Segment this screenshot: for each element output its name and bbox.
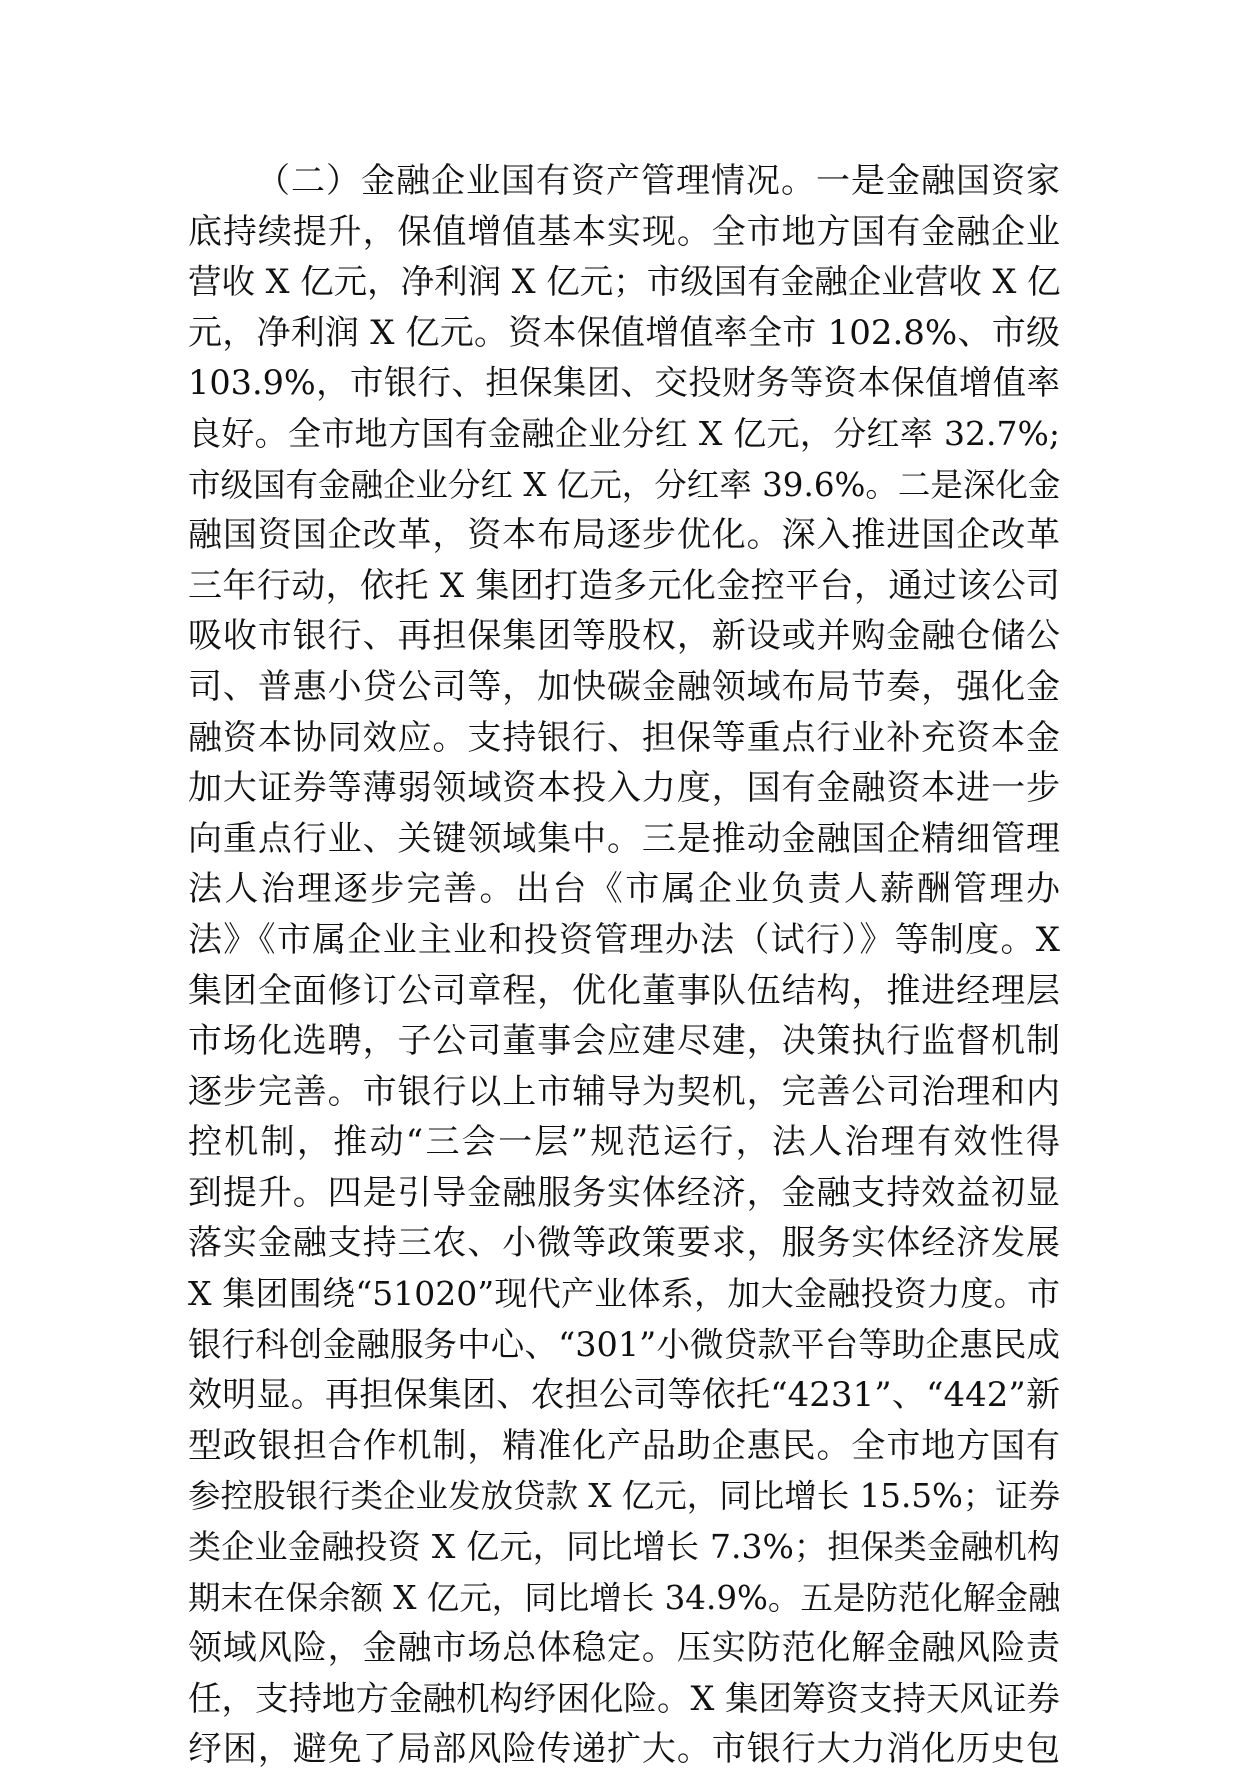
paragraph-line: 法人治理逐步完善。出台《市属企业负责人薪酬管理办 (188, 869, 1060, 910)
paragraph-line: 103.9%，市银行、担保集团、交投财务等资本保值增值率 (188, 363, 1060, 403)
paragraph-line: 底持续提升，保值增值基本实现。全市地方国有金融企业 (188, 211, 1060, 252)
paragraph-line: 良好。全市地方国有金融企业分红 X 亿元，分红率 32.7%; (188, 413, 1060, 453)
paragraph-line: 集团全面修订公司章程，优化董事队伍结构，推进经理层 (188, 970, 1060, 1011)
paragraph-line: 三年行动，依托 X 集团打造多元化金控平台，通过该公司 (188, 565, 1060, 606)
paragraph-line: 市级国有金融企业分红 X 亿元，分红率 39.6%。二是深化金 (188, 465, 1060, 504)
paragraph-line: （二）金融企业国有资产管理情况。一是金融国资家 (256, 161, 1060, 201)
paragraph-line: 型政银担合作机制，精准化产品助企惠民。全市地方国有 (188, 1425, 1060, 1466)
paragraph-line: 融国资国企改革，资本布局逐步优化。深入推进国企改革 (188, 515, 1060, 556)
paragraph-line: X 集团围绕“51020”现代产业体系，加大金融投资力度。市 (188, 1274, 1060, 1314)
paragraph-line: 控机制，推动“三会一层”规范运行，法人治理有效性得 (188, 1122, 1060, 1163)
paragraph-line: 加大证券等薄弱领域资本投入力度，国有金融资本进一步 (188, 768, 1060, 809)
paragraph-line: 纾困，避免了局部风险传递扩大。市银行大力消化历史包 (188, 1729, 1060, 1770)
paragraph-line: 到提升。四是引导金融服务实体经济，金融支持效益初显 (188, 1172, 1060, 1213)
paragraph-line: 融资本协同效应。支持银行、担保等重点行业补充资本金 (188, 717, 1060, 758)
paragraph-line: 期末在保余额 X 亿元，同比增长 34.9%。五是防范化解金融 (188, 1578, 1060, 1617)
paragraph-line: 银行科创金融服务中心、“301”小微贷款平台等助企惠民成 (188, 1324, 1060, 1364)
paragraph-line: 任，支持地方金融机构纾困化险。X 集团筹资支持天风证券 (188, 1678, 1060, 1718)
paragraph-line: 向重点行业、关键领域集中。三是推动金融国企精细管理 (188, 818, 1060, 859)
paragraph-line: 法》《市属企业主业和投资管理办法（试行）》等制度。X (188, 919, 1060, 960)
paragraph-line: 效明显。再担保集团、农担公司等依托“4231”、“442”新 (188, 1375, 1060, 1416)
paragraph-line: 参控股银行类企业发放贷款 X 亿元，同比增长 15.5%；证券 (188, 1477, 1060, 1516)
paragraph-line: 营收 X 亿元，净利润 X 亿元；市级国有金融企业营收 X 亿 (188, 262, 1060, 302)
paragraph-line: 吸收市银行、再担保集团等股权，新设或并购金融仓储公 (188, 616, 1060, 657)
paragraph-line: 元，净利润 X 亿元。资本保值增值率全市 102.8%、市级 (188, 312, 1060, 353)
paragraph-line: 司、普惠小贷公司等，加快碳金融领域布局节奏，强化金 (188, 666, 1060, 707)
paragraph-line: 逐步完善。市银行以上市辅导为契机，完善公司治理和内 (188, 1071, 1060, 1112)
paragraph-line: 领域风险，金融市场总体稳定。压实防范化解金融风险责 (188, 1628, 1060, 1669)
paragraph-line: 市场化选聘，子公司董事会应建尽建，决策执行监督机制 (188, 1021, 1060, 1062)
paragraph-line: 落实金融支持三农、小微等政策要求，服务实体经济发展 (188, 1223, 1060, 1264)
body-paragraph (188, 156, 1060, 1775)
paragraph-line: 类企业金融投资 X 亿元，同比增长 7.3%；担保类金融机构 (188, 1527, 1060, 1567)
